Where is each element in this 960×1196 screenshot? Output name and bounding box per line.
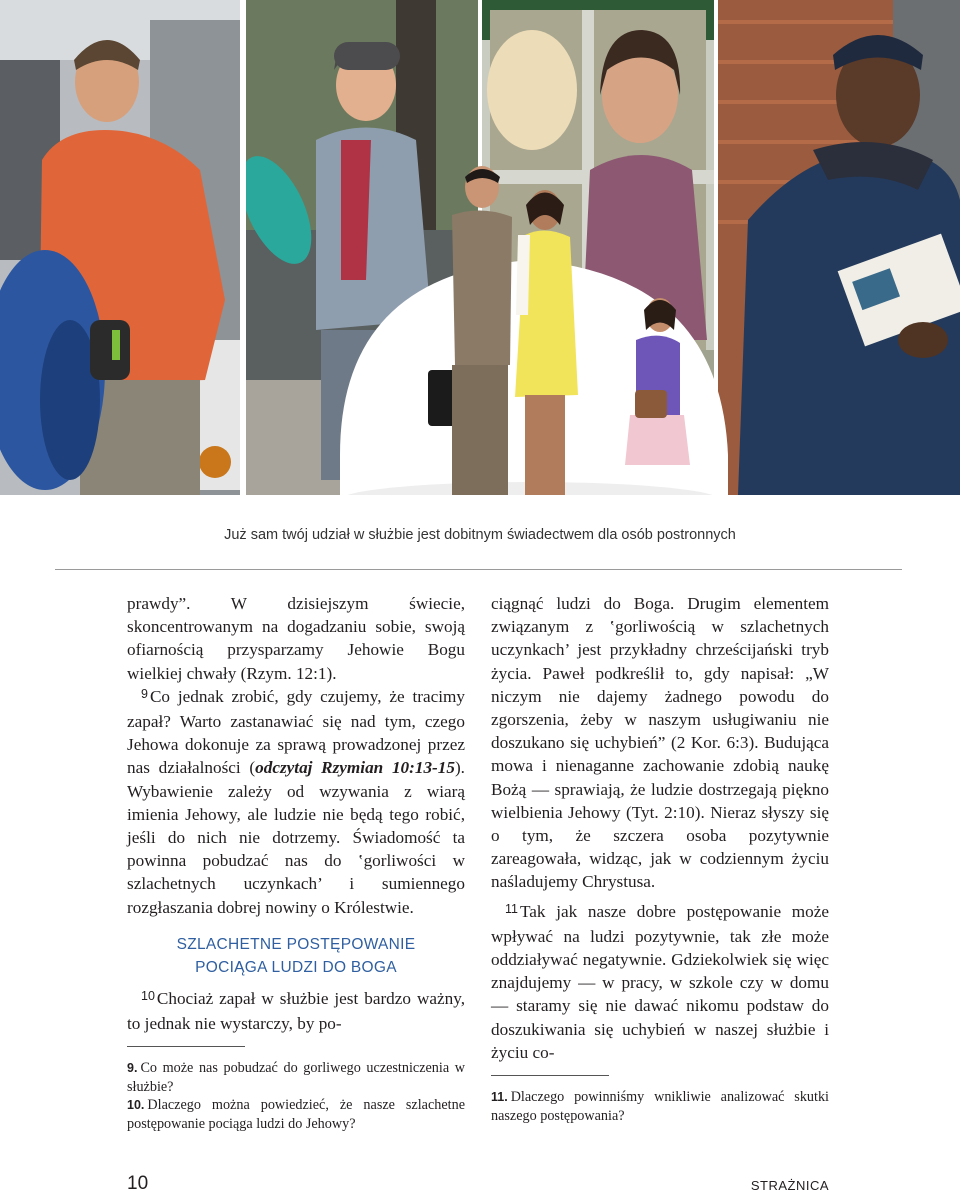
question-number: 9.: [127, 1061, 138, 1076]
footnote-divider: [127, 1046, 245, 1047]
photo-garbage-collector: [0, 0, 240, 495]
page-number: 10: [127, 1173, 149, 1194]
photo-caption: Już sam twój udział w służbie jest dobitnym świadectwem dla osób postronnych: [224, 527, 736, 543]
paragraph-9: [127, 685, 465, 919]
photo-family-walking: [330, 165, 730, 495]
study-question: [127, 1096, 465, 1133]
subheading: [127, 933, 465, 979]
paragraph-number: 10: [141, 988, 155, 1003]
photo-montage: [0, 0, 960, 495]
magazine-title: STRAŻNICA: [750, 1178, 829, 1193]
question-number: 10.: [127, 1098, 145, 1113]
right-column: [491, 592, 829, 1125]
scripture-reference[interactable]: odczytaj Rzymian 10:13-15: [255, 758, 455, 778]
paragraph-8-end: prawdy”. W dzisiejszym świecie, skoncentrowanym na dogadzaniu sobie, swoją ofiarnością przysparzamy Jehowie Bogu wielkiej chwały (Rzym. 12:1).: [127, 594, 465, 683]
study-question: [491, 1088, 829, 1125]
paragraph-number: 11: [505, 901, 518, 916]
paragraph-10: [127, 987, 465, 1035]
left-column: [127, 592, 465, 1133]
paragraph-text: Tak jak nasze dobre postępowanie może wpływać na ludzi pozytywnie, tak złe może oddziaływać negatywnie. Gdziekolwiek się więc znajdujemy — w pracy, w szkole czy w domu — staramy się nie dawać nikomu podstaw do doszukiwania się uchybień w naszej służbie i życiu co-: [491, 901, 829, 1062]
caption-divider: [55, 569, 902, 570]
footnote-divider: [491, 1075, 609, 1076]
study-question: [127, 1059, 465, 1096]
question-number: 11.: [491, 1090, 508, 1105]
question-text: Co może nas pobudzać do gorliwego uczestniczenia w służbie?: [127, 1060, 465, 1095]
paragraph-10-continued: ciągnąć ludzi do Boga. Drugim elementem związanym z ‛gorliwością w szlachetnych uczynkach’ jest przykładny chrześcijański tryb życia. Paweł podkreślił to, gdy napisał: „W niczym nie dajemy żadnego powodu do zgorszenia, żeby w naszym usługiwaniu nie doszukano się uchybień” (2 Kor. 6:3). Budująca mowa i nienaganne zachowanie zdobią naukę Bożą — sprawiają, że ludzie dostrzegają piękno wielbienia Jehowy (Tyt. 2:10). Nieraz słyszy się o tym, że szczera osoba pozytywnie zareagowała, widząc, jak w codziennym życiu naśladujemy Chrystusa.: [491, 594, 829, 892]
paragraph-text: Co jednak zrobić, gdy czujemy, że tracimy zapał? Warto zastanawiać się nad tym, czego Jehowa dokonuje za sprawą prowadzonej przez nas działalności (: [127, 686, 465, 778]
subheading-line: POCIĄGA LUDZI DO BOGA: [195, 958, 397, 976]
paragraph-number: 9: [141, 686, 148, 701]
paragraph-text: Chociaż zapał w służbie jest bardzo ważny, to jednak nie wystarczy, by po-: [127, 988, 465, 1034]
subheading-line: SZLACHETNE POSTĘPOWANIE: [176, 935, 416, 953]
question-text: Dlaczego powinniśmy wnikliwie analizować skutki naszego postępowania?: [491, 1089, 829, 1124]
paragraph-11: [491, 900, 829, 1064]
photo-mail-carrier: [718, 0, 960, 495]
paragraph-text: ). Wybawienie zależy od wzywania z wiarą imienia Jehowy, ale ludzie nie będą tego robić, jeśli do nich nie dotrzemy. Świadomość ta powinna pobudzać nas do ‛gorliwości w szlachetnych uczynkach’ i sumiennego rozgłaszania dobrej nowiny o Królestwie.: [127, 758, 465, 917]
question-text: Dlaczego można powiedzieć, że nasze szlachetne postępowanie pociąga ludzi do Jehowy?: [127, 1097, 465, 1132]
